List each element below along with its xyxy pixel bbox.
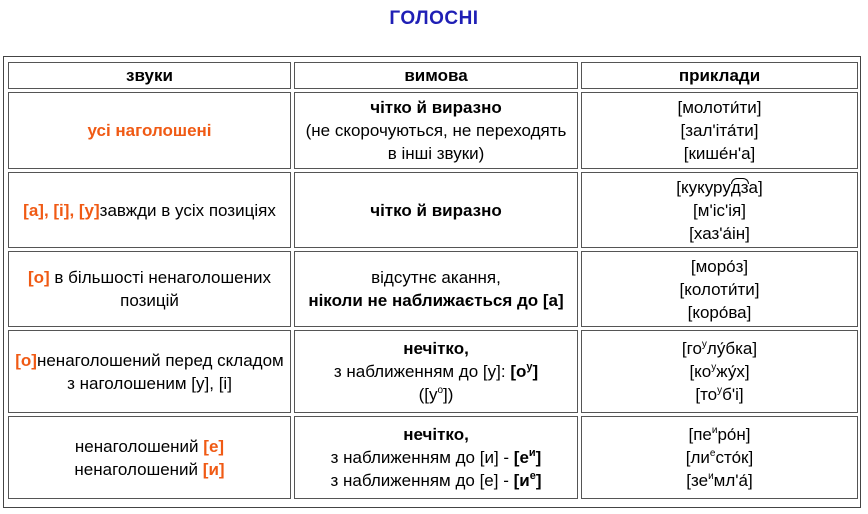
sound-description: в більшості ненаголошених позицій xyxy=(49,268,271,310)
sound-description: ненаголошений xyxy=(74,436,204,456)
pronunciation-cell xyxy=(294,92,578,169)
example: [кукурудза] xyxy=(676,177,763,197)
affricate-arc: дз xyxy=(730,177,749,197)
sound-description: ненаголошений xyxy=(74,459,203,479)
examples-cell xyxy=(581,92,858,169)
sound-label: усі наголошені xyxy=(87,121,212,140)
pronunciation-note: (не скорочуються, не переходять в інші звуки) xyxy=(305,121,567,163)
header-pronunciation: вимова xyxy=(294,62,578,89)
example: $[зе^имл'а́]$ xyxy=(686,471,753,490)
sound-mark: [е] xyxy=(203,436,225,456)
example: [м'іс'ія] xyxy=(693,200,746,220)
sound-mark: [о] xyxy=(27,268,50,287)
header-row xyxy=(8,62,858,89)
sound-description: ненаголошений перед складом з наголошеним [у], [і] xyxy=(36,350,284,393)
sound-cell xyxy=(8,92,291,169)
table-row xyxy=(8,172,858,248)
pronunciation-bold: нечітко, xyxy=(403,425,469,444)
sound-mark: [и] xyxy=(202,459,225,479)
sound-mark: [о] xyxy=(15,350,37,370)
example: $[то^уб'і]$ xyxy=(695,385,744,404)
table-row xyxy=(8,251,858,327)
pronunciation-cell xyxy=(294,416,578,499)
pronunciation-cell xyxy=(294,330,578,413)
example: $[ли^есто́к]$ xyxy=(685,448,754,467)
pronunciation-note: з наближенням до $[и] - [е^и]$ xyxy=(330,447,542,467)
pronunciation-bold: ніколи не наближається до [а] xyxy=(308,291,564,310)
sound-cell xyxy=(8,172,291,248)
sound-cell xyxy=(8,416,291,499)
example: $[го^улу́бка]$ xyxy=(681,339,758,358)
examples-cell xyxy=(581,330,858,413)
sound-marks: [а], [і], [у] xyxy=(23,200,100,220)
sound-description: завжди в усіх позиціях xyxy=(99,200,276,220)
sound-cell xyxy=(8,251,291,327)
pronunciation-note: відсутнє акання, xyxy=(371,268,501,287)
examples-cell xyxy=(581,172,858,248)
vowels-table xyxy=(5,59,861,502)
example: [хаз'а́ін] xyxy=(689,223,750,243)
pronunciation-cell xyxy=(294,251,578,327)
example: $[ко^ужу́х]$ xyxy=(689,362,750,381)
header-examples: приклади xyxy=(581,62,858,89)
pronunciation-bold: чітко й виразно xyxy=(370,98,502,117)
example: [колоти́ти] xyxy=(679,279,760,299)
pronunciation-bold: нечітко, xyxy=(403,339,469,358)
examples-cell xyxy=(581,251,858,327)
pronunciation-note: з наближенням до $[е] - [и^е]$ xyxy=(330,470,542,490)
sound-cell xyxy=(8,330,291,413)
pronunciation-bold: чітко й виразно xyxy=(370,200,502,220)
header-sounds: звуки xyxy=(8,62,291,89)
example: [моро́з] xyxy=(690,256,749,276)
example: $[пе^иро́н]$ xyxy=(688,425,751,444)
table-row xyxy=(8,330,858,413)
pronunciation-note: з наближенням до [у]: $[о^у]$ xyxy=(333,361,539,381)
example: [кише́н'а] xyxy=(683,144,756,163)
table-row xyxy=(8,92,858,169)
example: [коро́ва] xyxy=(687,302,752,322)
example: [зал'іта́ти] xyxy=(680,121,759,140)
examples-cell xyxy=(581,416,858,499)
page-title: ГОЛОСНІ xyxy=(389,8,479,29)
pronunciation-cell xyxy=(294,172,578,248)
pronunciation-symbol: $([у^о])$ xyxy=(418,385,454,404)
table-row xyxy=(8,416,858,499)
example: [молоти́ти] xyxy=(677,98,762,117)
